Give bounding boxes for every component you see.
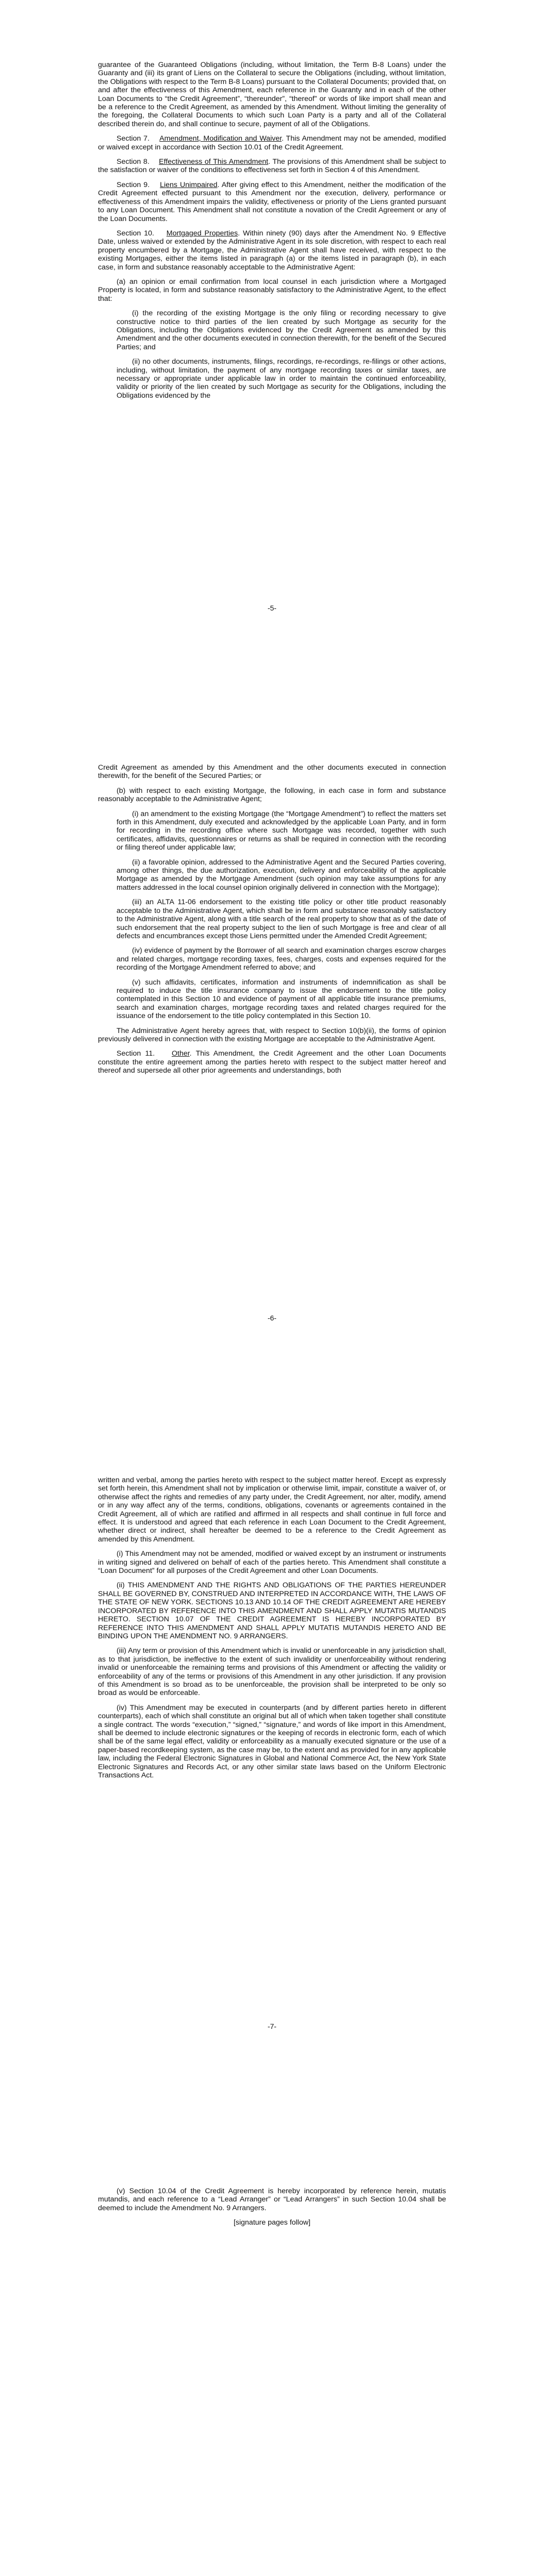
paragraph: guarantee of the Guaranteed Obligations (including, without limitation, the Term B-8 Loans) under the Guaranty and (iii) its grant of Liens on the Collateral to secure the Obligations (including, without limitation, the Obligations with respect to the Term B-8 Loans) pursuant to the Collateral Documents; provided that, on and after the effectiveness of this Amendment, each reference in the Guaranty and in each of the other Loan Documents to “the Credit Agreement”, “thereunder”, “thereof” or words of like import shall mean and be a reference to the Credit Agreement, as amended by this Amendment. Without limiting the generality of the foregoing, the Collateral Documents to which such Loan Party is a party and all of the Collateral described therein do, and shall continue to secure, payment of all of the Obligations. — [98, 61, 446, 128]
page-8-body — [98, 2187, 446, 2233]
paragraph: (v) Section 10.04 of the Credit Agreement is hereby incorporated by reference herein, mutatis mutandis, and each reference to a “Lead Arranger” or “Lead Arrangers” in such Section 10.04 shall be deemed to include the Amendment No. 9 Arrangers. — [98, 2187, 446, 2212]
page-number: -7- — [267, 2022, 277, 2030]
paragraph: (v) such affidavits, certificates, information and instruments of indemnification as shall be required to induce the title insurance company to issue the endorsement to the title policy contemplated in this Section 10 and evidence of payment of all applicable title insurance premiums, search and examination charges, mortgage recording taxes and related charges required for the issuance of the endorsement to the title policy contemplated in this Section 10. — [117, 978, 446, 1021]
paragraph: (a) an opinion or email confirmation from local counsel in each jurisdiction where a Mortgaged Property is located, in form and substance reasonably satisfactory to the Administrative Agent, to the effect that: — [98, 277, 446, 303]
section-7-paragraph: Section 7. Amendment, Modification and Waiver. This Amendment may not be amended, modified or waived except in accordance with Section 10.01 of the Credit Agreement. — [98, 134, 446, 151]
section-heading: Section 7. — [117, 134, 150, 143]
section-title: Other — [171, 1049, 190, 1058]
paragraph: (iii) Any term or provision of this Amendment which is invalid or unenforceable in any jurisdiction shall, as to that jurisdiction, be ineffective to the extent of such invalidity or unenforceability without rendering invalid or unenforceable the remaining terms and provisions of this Amendment or affecting the validity or enforceability of any of the terms or provisions of this Amendment in any other jurisdiction. If any provision of this Amendment is so broad as to be unenforceable, the provision shall be interpreted to be only so broad as would be enforceable. — [98, 1647, 446, 1698]
section-heading: Section 11. — [117, 1049, 155, 1058]
section-heading: Section 8. — [117, 158, 150, 166]
paragraph: The Administrative Agent hereby agrees that, with respect to Section 10(b)(ii), the forms of opinion previously delivered in connection with the existing Mortgage are acceptable to the Administrative Agent. — [98, 1026, 446, 1043]
paragraph: (i) an amendment to the existing Mortgage (the “Mortgage Amendment”) to reflect the matters set forth in this Amendment, duly executed and acknowledged by the applicable Loan Party, and in form for recording in the recording office where such Mortgage was recorded, together with such certificates, affidavits, questionnaires or returns as shall be required in connection with the recording or filing thereof under applicable law; — [117, 809, 446, 852]
page-7-body — [98, 1476, 446, 1786]
paragraph: (i) This Amendment may not be amended, modified or waived except by an instrument or instruments in writing signed and delivered on behalf of each of the parties hereto. This Amendment shall constitute a “Loan Document” for all purposes of the Credit Agreement and other Loan Documents. — [98, 1550, 446, 1575]
page-5-body — [98, 61, 446, 406]
paragraph: (b) with respect to each existing Mortgage, the following, in each case in form and substance reasonably acceptable to the Administrative Agent; — [98, 786, 446, 804]
paragraph: written and verbal, among the parties hereto with respect to the subject matter hereof. Except as expressly set forth herein, this Amendment shall not by implication or otherwise limit, impair, constitute a waiver of, or otherwise affect the rights and remedies of any party under, the Credit Agreement, nor alter, modify, amend or in any way affect any of the terms, conditions, obligations, covenants or agreements contained in the Credit Agreement, all of which are ratified and affirmed in all respects and shall continue in full force and effect. It is understood and agreed that each reference in each Loan Document to the Credit Agreement, whether direct or indirect, shall hereafter be deemed to be a reference to the Credit Agreement as amended by this Amendment. — [98, 1476, 446, 1544]
section-text: After giving effect to this Amendment, neither the modification of the Credit Agreement effected pursuant to this Amendment nor the execution, delivery, performance or effectiveness of this Amendment impairs the validity, effectiveness or priority of the Liens granted pursuant to any Loan Document. This Amendment shall not constitute a novation of the Credit Agreement or any of the Loan Documents. — [98, 180, 446, 223]
section-text: The provisions of this Amendment shall be subject to the satisfaction or waiver of the conditions to effectiveness set forth in Section 4 of this Amendment. — [98, 158, 446, 175]
section-title: Liens Unimpaired — [160, 180, 218, 189]
page-number: -5- — [267, 604, 277, 612]
section-9-paragraph: Section 9. Liens Unimpaired. After giving effect to this Amendment, neither the modification of the Credit Agreement effected pursuant to this Amendment nor the execution, delivery, performance or effectiveness of this Amendment impairs the validity, effectiveness or priority of the Liens granted pursuant to any Loan Document. This Amendment shall not constitute a novation of the Credit Agreement or any of the Loan Documents. — [98, 180, 446, 223]
section-text: This Amendment may not be amended, modified or waived except in accordance with Section 10.01 of the Credit Agreement. — [98, 134, 446, 151]
paragraph: (ii) THIS AMENDMENT AND THE RIGHTS AND OBLIGATIONS OF THE PARTIES HEREUNDER SHALL BE GOVERNED BY, CONSTRUED AND INTERPRETED IN ACCORDANCE WITH, THE LAWS OF THE STATE OF NEW YORK. SECTIONS 10.13 AND 10.14 OF THE CREDIT AGREEMENT ARE HEREBY INCORPORATED BY REFERENCE INTO THIS AMENDMENT AND SHALL APPLY MUTATIS MUTANDIS HERETO. SECTION 10.07 OF THE CREDIT AGREEMENT IS HEREBY INCORPORATED BY REFERENCE INTO THIS AMENDMENT AND SHALL APPLY MUTATIS MUTANDIS HERETO AND BE BINDING UPON THE AMENDMENT NO. 9 ARRANGERS. — [98, 1581, 446, 1640]
section-8-paragraph: Section 8. Effectiveness of This Amendment. The provisions of this Amendment shall be subject to the satisfaction or waiver of the conditions to effectiveness set forth in Section 4 of this Amendment. — [98, 158, 446, 175]
page-number: -6- — [267, 1314, 277, 1322]
paragraph: (ii) a favorable opinion, addressed to the Administrative Agent and the Secured Parties covering, among other things, the due authorization, execution, delivery and enforceability of the applicable Mortgage as amended by the Mortgage Amendment (such opinion may take assumptions for any matters addressed in the local counsel opinion originally delivered in connection with the Mortgage); — [117, 858, 446, 892]
section-heading: Section 9. — [117, 180, 150, 189]
page-6-body — [98, 764, 446, 1081]
section-text: This Amendment, the Credit Agreement and the other Loan Documents constitute the entire agreement among the parties hereto with respect to the subject matter hereof and thereof and supersede all other prior agreements and understandings, both — [98, 1049, 446, 1075]
paragraph: (iii) an ALTA 11-06 endorsement to the existing title policy or other title product reasonably acceptable to the Administrative Agent, which shall be in form and substance reasonably satisfactory to the Administrative Agent, along with a title search of the real property to show that as of the date of such endorsement that the real property subject to the lien of such Mortgage is free and clear of all defects and encumbrances except those Liens permitted under the Amended Credit Agreement; — [117, 898, 446, 940]
paragraph: Credit Agreement as amended by this Amendment and the other documents executed in connection therewith, for the benefit of the Secured Parties; or — [98, 764, 446, 781]
paragraph: (iv) This Amendment may be executed in counterparts (and by different parties hereto in different counterparts), each of which shall constitute an original but all of which when taken together shall constitute a single contract. The words “execution,” “signed,” “signature,” and words of like import in this Amendment, shall be deemed to include electronic signatures or the keeping of records in electronic form, each of which shall be of the same legal effect, validity or enforceability as a manually executed signature or the use of a paper-based recordkeeping system, as the case may be, to the extent and as provided for in any applicable law, including the Federal Electronic Signatures in Global and National Commerce Act, the New York State Electronic Signatures and Records Act, or any other similar state laws based on the Uniform Electronic Transactions Act. — [98, 1703, 446, 1780]
section-title: Effectiveness of This Amendment — [159, 158, 269, 166]
paragraph: (iv) evidence of payment by the Borrower of all search and examination charges escrow charges and related charges, mortgage recording taxes, fees, charges, costs and expenses required for the recording of the Mortgage Amendment referred to above; and — [117, 946, 446, 972]
section-heading: Section 10. — [117, 229, 154, 238]
section-title: Amendment, Modification and Waiver — [159, 134, 282, 143]
section-text: Within ninety (90) days after the Amendment No. 9 Effective Date, unless waived or extended by the Administrative Agent in its sole discretion, with respect to each real property encumbered by a Mortgage, the Administrative Agent shall have received, with respect to the existing Mortgages, either the items listed in paragraph (a) or the items listed in paragraph (b), in each case, in form and substance reasonably acceptable to the Administrative Agent: — [98, 229, 446, 272]
signature-pages-note: [signature pages follow] — [233, 2218, 311, 2227]
paragraph: (i) the recording of the existing Mortgage is the only filing or recording necessary to give constructive notice to third parties of the lien created by such Mortgage as security for the Obligations, including the Obligations evidenced by the Credit Agreement as amended by this Amendment and the other documents executed in connection therewith, for the benefit of the Secured Parties; and — [117, 309, 446, 351]
section-10-paragraph: Section 10. Mortgaged Properties. Within ninety (90) days after the Amendment No. 9 Effective Date, unless waived or extended by the Administrative Agent in its sole discretion, with respect to each real property encumbered by a Mortgage, the Administrative Agent shall have received, with respect to the existing Mortgages, either the items listed in paragraph (a) or the items listed in paragraph (b), in each case, in form and substance reasonably acceptable to the Administrative Agent: — [98, 229, 446, 272]
section-11-paragraph: Section 11. Other. This Amendment, the Credit Agreement and the other Loan Documents constitute the entire agreement among the parties hereto with respect to the subject matter hereof and thereof and supersede all other prior agreements and understandings, both — [98, 1049, 446, 1075]
paragraph: (ii) no other documents, instruments, filings, recordings, re-recordings, re-filings or other actions, including, without limitation, the payment of any mortgage recording taxes or similar taxes, are necessary or appropriate under applicable law in order to maintain the continued enforceability, validity or priority of the lien created by such Mortgage as security for the Obligations, including the Obligations evidenced by the — [117, 358, 446, 400]
section-title: Mortgaged Properties — [166, 229, 238, 238]
